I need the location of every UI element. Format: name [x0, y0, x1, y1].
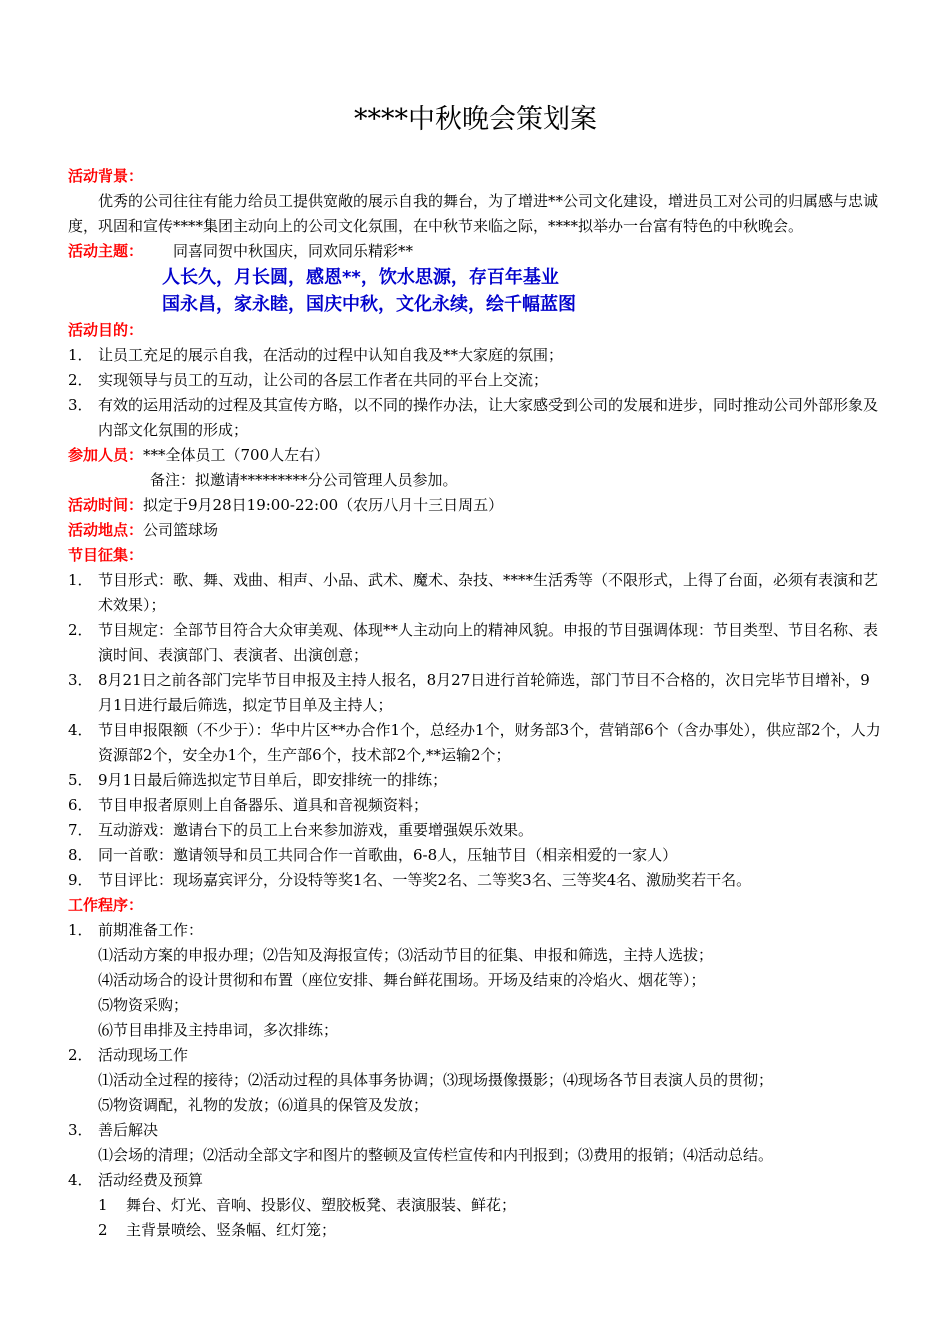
- procedure-step-1-line: ⑴活动方案的申报办理；⑵告知及海报宣传；⑶活动节目的征集、申报和筛选，主持人选拔；: [98, 946, 714, 964]
- theme-row: [68, 239, 883, 264]
- list-item: 1． 让员工充足的展示自我，在活动的过程中认知自我及**大家庭的氛围；: [68, 346, 564, 364]
- budget-item: 2 主背景喷绘、竖条幅、红灯笼；: [98, 1221, 337, 1239]
- procedure-step-1-line: ⑹节目串排及主持串词，多次排练；: [98, 1021, 339, 1039]
- theme-text: 同喜同贺中秋国庆，同欢同乐精彩**: [173, 242, 414, 260]
- time-text: 拟定于9月28日19:00-22:00（农历八月十三日周五）: [143, 496, 504, 514]
- place-text: 公司篮球场: [143, 521, 219, 539]
- procedure-step-1: 1． 前期准备工作：: [68, 921, 204, 939]
- list-item: 9． 节目评比：现场嘉宾评分，分设特等奖1名、一等奖2名、二等奖3名、三等奖4名、激励奖若干名。: [68, 871, 752, 889]
- purpose-heading: [68, 318, 883, 343]
- procedure-step-1-line: ⑷活动场合的设计贯彻和布置（座位安排、舞台鲜花围场。开场及结束的冷焰火、烟花等）；: [98, 971, 706, 989]
- procedure-step-2-line: ⑸物资调配，礼物的发放；⑹道具的保管及发放；: [98, 1096, 429, 1114]
- procedure-step-2-line: ⑴活动全过程的接待；⑵活动过程的具体事务协调；⑶现场摄像摄影；⑷现场各节目表演人员的贯彻；: [98, 1071, 774, 1089]
- time-row: [68, 493, 883, 518]
- participants-note: 备注：拟邀请*********分公司管理人员参加。: [150, 471, 458, 489]
- background-text: 优秀的公司往往有能力给员工提供宽敞的展示自我的舞台，为了增进**公司文化建设，增进员工对公司的归属感与忠诚度，巩固和宣传****集团主动向上的公司文化氛围，在中秋节来临之际，****拟举办一台富有特色的中秋晚会。: [68, 192, 879, 235]
- theme-label: 活动主题：: [68, 242, 144, 260]
- list-item: 2． 节目规定：全部节目符合大众审美观、体现**人主动向上的精神风貌。申报的节目强调体现：节目类型、节目名称、表演时间、表演部门、表演者、出演创意；: [68, 621, 879, 664]
- programs-label: 节目征集：: [68, 546, 144, 564]
- procedure-step-2: 2． 活动现场工作: [68, 1046, 189, 1064]
- place-label: 活动地点：: [68, 521, 144, 539]
- place-row: [68, 518, 883, 543]
- purpose-list: [68, 343, 883, 443]
- list-item: 3． 8月21日之前各部门完毕节目申报及主持人报名，8月27日进行首轮筛选，部门节目不合格的，次日完毕节目增补，9月1日进行最后筛选，拟定节目单及主持人；: [68, 671, 870, 714]
- participants-row: [68, 443, 883, 468]
- list-item: 7． 互动游戏：邀请台下的员工上台来参加游戏，重要增强娱乐效果。: [68, 821, 534, 839]
- programs-heading: [68, 543, 883, 568]
- budget-item: 1 舞台、灯光、音响、投影仪、塑胶板凳、表演服装、鲜花；: [98, 1196, 517, 1214]
- document-title: ****中秋晚会策划案: [354, 104, 597, 135]
- list-item: 4． 节目申报限额（不少于）：华中片区**办合作1个，总经办1个，财务部3个，营销部6个（含办事处），供应部2个，人力资源部2个，安全办1个，生产部6个，技术部2个,**运输2个；: [68, 721, 881, 764]
- document-page: [68, 100, 883, 1243]
- procedure-step-3: 3． 善后解决: [68, 1121, 159, 1139]
- procedure-step-3-line: ⑴会场的清理；⑵活动全部文字和图片的整顿及宣传栏宣传和内刊报到；⑶费用的报销；⑷活动总结。: [98, 1146, 774, 1164]
- participants-text: ***全体员工（700人左右）: [143, 446, 330, 464]
- list-item: 1． 节目形式：歌、舞、戏曲、相声、小品、武术、魔术、杂技、****生活秀等（不限形式，上得了台面，必须有表演和艺术效果）；: [68, 571, 879, 614]
- procedure-step-1-line: ⑸物资采购；: [98, 996, 189, 1014]
- list-item: 3． 有效的运用活动的过程及其宣传方略，以不同的操作办法，让大家感受到公司的发展和进步，同时推动公司外部形象及内部文化氛围的形成；: [68, 396, 879, 439]
- participants-label: 参加人员：: [68, 446, 144, 464]
- procedure-label: 工作程序：: [68, 896, 144, 914]
- theme-slogan-1: 人长久，月长圆，感恩**，饮水思源，存百年基业: [162, 267, 559, 288]
- purpose-label: 活动目的：: [68, 321, 144, 339]
- time-label: 活动时间：: [68, 496, 144, 514]
- list-item: 5． 9月1日最后筛选拟定节目单后，即安排统一的排练；: [68, 771, 448, 789]
- list-item: 6． 节目申报者原则上自备器乐、道具和音视频资料；: [68, 796, 429, 814]
- list-item: 8． 同一首歌：邀请领导和员工共同合作一首歌曲，6-8人，压轴节目（相亲相爱的一家人）: [68, 846, 678, 864]
- background-heading: [68, 164, 883, 189]
- background-label: 活动背景：: [68, 167, 144, 185]
- procedure-heading: [68, 893, 883, 918]
- theme-slogan-2: 国永昌，家永睦，国庆中秋，文化永续，绘千幅蓝图: [162, 294, 576, 315]
- list-item: 2． 实现领导与员工的互动，让公司的各层工作者在共同的平台上交流；: [68, 371, 549, 389]
- procedure-step-4: 4． 活动经费及预算: [68, 1171, 204, 1189]
- programs-list: [68, 568, 883, 893]
